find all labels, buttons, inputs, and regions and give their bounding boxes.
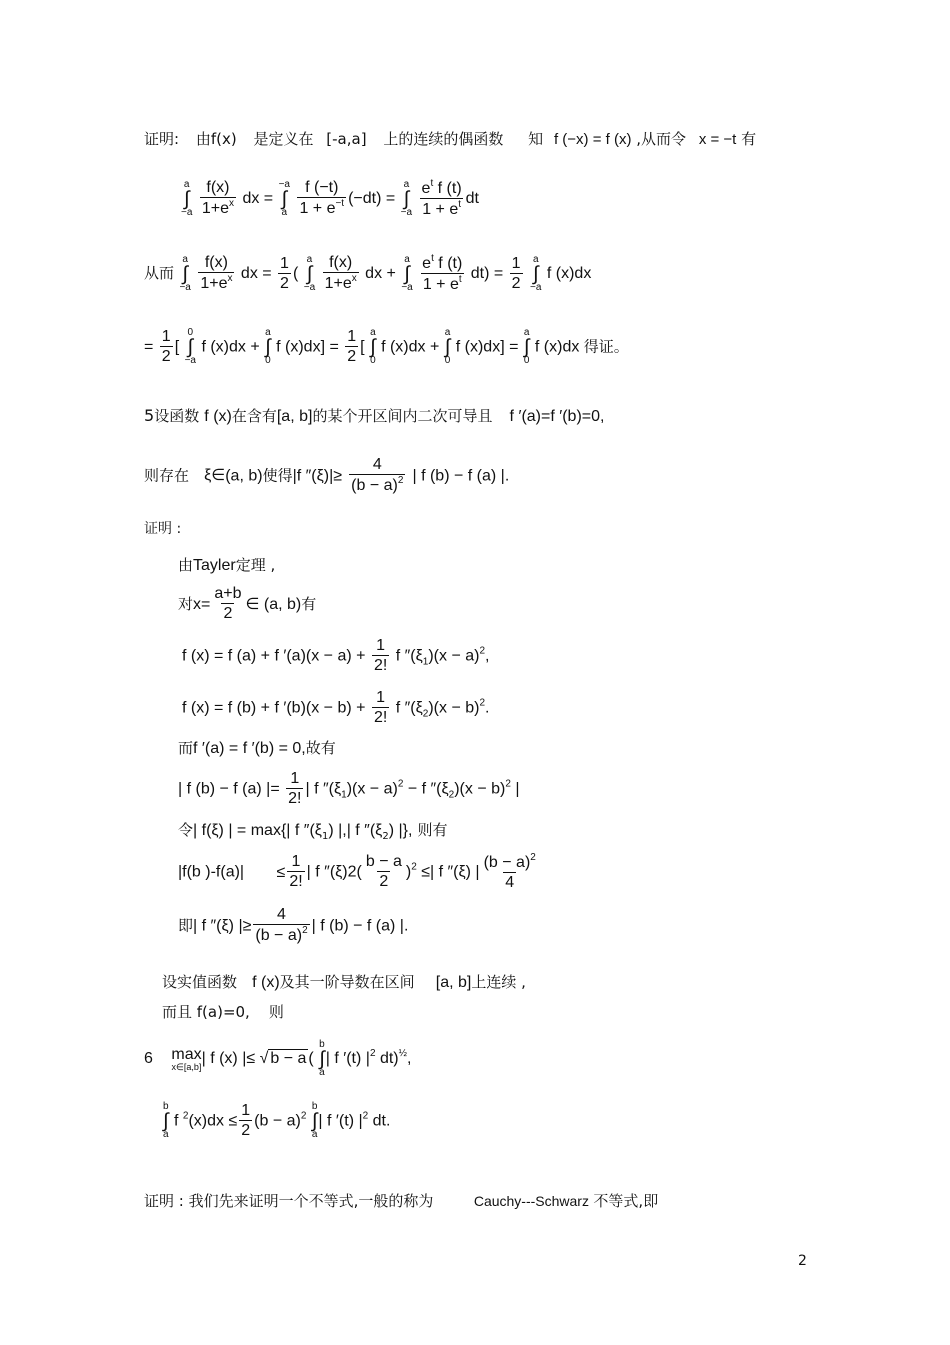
proof-label: 证明: — [144, 130, 180, 148]
equation-3: = $\frac{1}{2}$ [ 0 ∫ −a f (x)dx + a ∫ 0 f (x)dx] = $\frac{1}{2}$ [ a ∫ 0 f (x)dx + a ∫ 0 f (x)dx] = a ∫ 0 f (x)dx 得证。 — [144, 327, 629, 367]
problem-6-intro-2: 而且 f(a)=0, 则 — [162, 1003, 284, 1021]
problem-6-eq-1: 6 max x∈[a,b] | f (x) |≤ √ b − a ( b ∫ a | f ′(t) $|^2$ dt)$^{\frac{1}{2}}$, — [144, 1039, 412, 1078]
ling-line: 令| f(ξ) | = max{| f $''(\xi_1)$ |,| f $''(\xi_2)$ |}, 则有 — [178, 821, 448, 842]
problem-6-intro: 设实值函数 f (x)及其一阶导数在区间 [a, b]上连续 , — [162, 973, 526, 991]
proof-line-1: 证明: 由f(x) 是定义在 [-a,a] 上的连续的偶函数 知 f (−x) = f (x) ,从而令 x = −t 有 — [144, 130, 757, 148]
taylor-eq-2: f (x) = f (b) + f ′(b)(x − b) + $\frac{1}{2!}$ f $''(\xi_2)(x - b)^2$. — [182, 689, 490, 727]
ji-line: 即| f ″(ξ) |≥ $\frac{4}{(b - a)^2}$ | f (b) − f (a) |. — [178, 906, 409, 945]
last-line: 证明 : 我们先来证明一个不等式,一般的称为 Cauchy---Schwarz 不等式,即 — [144, 1192, 659, 1210]
equation-1: a ∫ −a $\frac{f(x)}{1+e^x}$ dx = −a ∫ a $\frac{f (-t)}{1 + e^{-t}}$ (−dt) = a ∫ −a $\frac{e^t f (t)}{1 + e^t}$ dt — [181, 178, 479, 219]
problem-5: 5设函数 f (x)在含有[a, b]的某个开区间内二次可导且 f ′(a)=f ′(b)=0, — [144, 406, 605, 425]
equation-2: 从而 a ∫ −a $\frac{f(x)}{1+e^x}$ dx = $\frac{1}{2}$ ( a ∫ −a $\frac{f(x)}{1+e^x}$ dx + a ∫ −a $\frac{e^t f (t)}{1 + e^t}$ dt) = $\frac{1}{2}$ a ∫ −a f (x)dx — [144, 253, 592, 294]
proof-label-5: 证明 : — [144, 521, 182, 537]
problem-6-eq-2: b ∫ a f $^2$(x)dx ≤ $\frac{1}{2}$ $(b - a)^2$ b ∫ a | f ′(t) $|^2$ dt. — [163, 1101, 391, 1141]
dui-line: 对x= $\frac{a+b}{2}$ ∈ (a, b)有 — [178, 585, 317, 623]
bound-eq: |f(b )-f(a)| ≤ $\frac{1}{2!}$ | f ″(ξ)2( $\frac{b - a}{2}$ )$^2$ ≤| f ″(ξ) | $\frac{(b - a)^2}{4}$ — [178, 852, 536, 892]
page-number: 2 — [798, 1253, 807, 1269]
er-line: 而f ′(a) = f ′(b) = 0,故有 — [178, 739, 336, 757]
problem-5-cont: 则存在 ξ∈(a, b)使得|f ″(ξ)|≥ $\frac{4}{(b - a)^2}$ | f (b) − f (a) |. — [144, 456, 510, 495]
diff-eq: | f (b) − f (a) |= $\frac{1}{2!}$ | f $''(\xi_1)(x - a)^2 - f$ $''(\xi_2)(x - b)^2$ | — [178, 770, 520, 808]
taylor-line: 由Tayler定理 , — [178, 556, 276, 574]
taylor-eq-1: f (x) = f (a) + f ′(a)(x − a) + $\frac{1}{2!}$ f $''(\xi_1)(x - a)^2$, — [182, 637, 490, 675]
